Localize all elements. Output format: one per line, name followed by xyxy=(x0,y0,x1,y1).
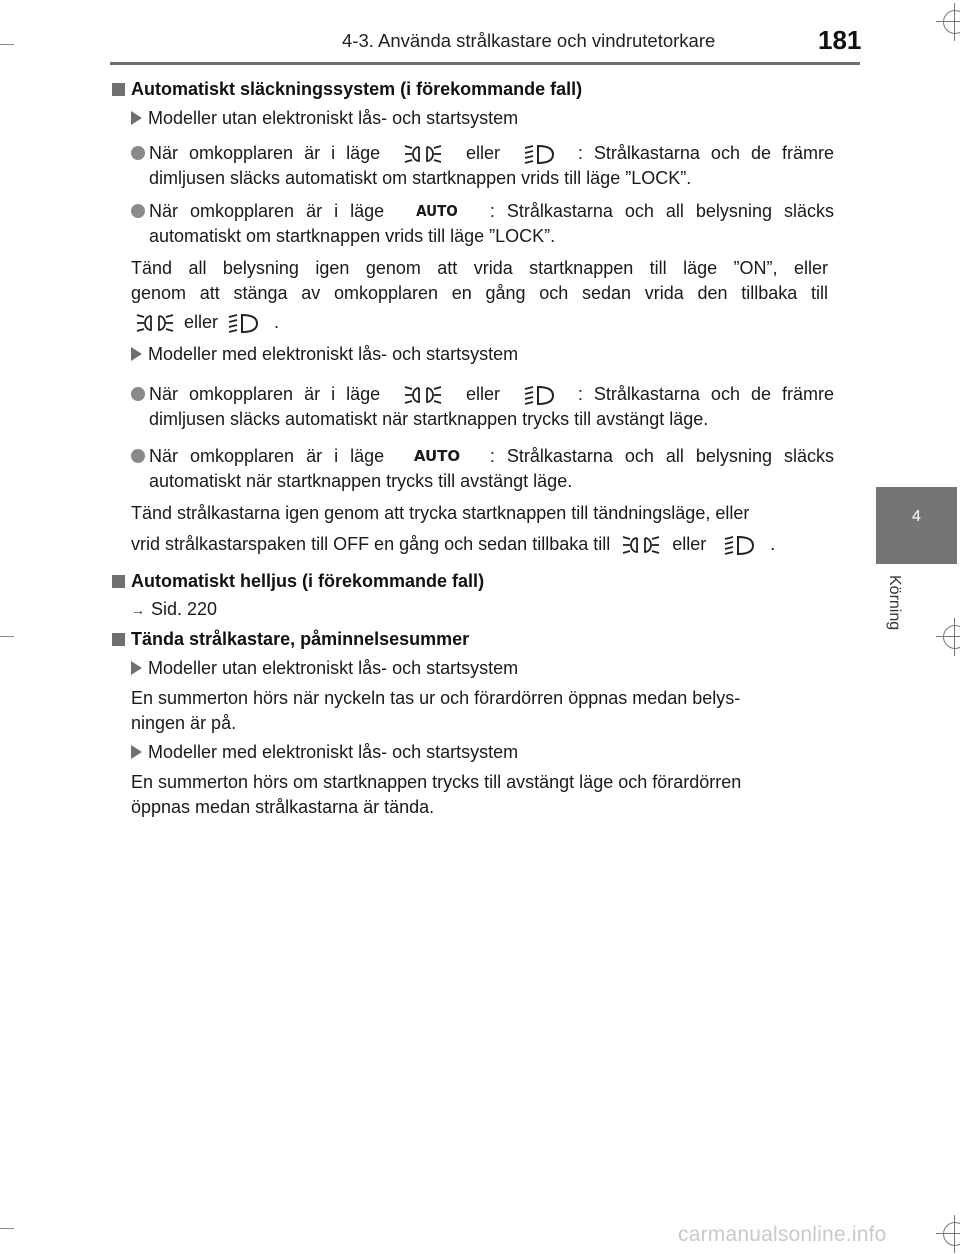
text: En summerton hörs om startknappen trycks till avstängt läge och förardörren xyxy=(131,772,742,792)
text: När omkopplaren är i läge xyxy=(149,446,385,466)
headlight-parking-icon xyxy=(404,384,442,406)
paragraph xyxy=(131,256,828,335)
square-bullet-icon xyxy=(112,575,125,588)
text: eller xyxy=(672,534,707,554)
page-reference xyxy=(131,597,217,623)
subheading xyxy=(131,656,518,681)
text: dimljusen släcks automatiskt när startknappen trycks till avstängt läge. xyxy=(149,409,709,429)
headlight-parking-icon xyxy=(404,143,442,165)
registration-mark xyxy=(943,1222,960,1246)
round-bullet-icon xyxy=(131,146,145,160)
square-bullet-icon xyxy=(112,83,125,96)
text: . xyxy=(770,534,776,554)
section-heading-text: Automatiskt helljus (i förekommande fall) xyxy=(131,571,485,591)
text: eller xyxy=(465,143,500,163)
page-reference-text: Sid. 220 xyxy=(151,599,218,619)
registration-mark xyxy=(943,10,960,34)
text: eller xyxy=(184,312,219,332)
paragraph xyxy=(131,501,836,557)
round-bullet-icon xyxy=(131,387,145,401)
auto-icon: AUTO xyxy=(416,202,458,220)
text: ningen är på. xyxy=(131,713,237,733)
text: eller xyxy=(465,384,500,404)
triangle-bullet-icon xyxy=(131,111,142,125)
section-heading-text: Automatiskt släckningssystem (i förekommande fall) xyxy=(131,79,583,99)
triangle-bullet-icon xyxy=(131,347,142,361)
chapter-label-text: Körning xyxy=(886,575,903,631)
square-bullet-icon xyxy=(112,633,125,646)
text: automatiskt när startknappen trycks till avstängt läge. xyxy=(149,471,573,491)
subheading xyxy=(131,740,518,765)
text: En summerton hörs när nyckeln tas ur och förardörren öppnas medan belys- xyxy=(131,688,741,708)
bullet-item xyxy=(131,141,834,191)
text: Tänd all belysning igen genom att vrida startknappen till läge ”ON”, eller xyxy=(131,258,828,278)
triangle-bullet-icon xyxy=(131,745,142,759)
chapter-label xyxy=(885,575,903,645)
subheading-text: Modeller med elektroniskt lås- och startsystem xyxy=(148,742,519,762)
section-heading xyxy=(112,77,582,102)
headlight-low-beam-icon xyxy=(228,312,258,334)
paragraph xyxy=(131,770,836,820)
header-rule xyxy=(110,62,860,65)
auto-icon: AUTO xyxy=(413,447,461,465)
round-bullet-icon xyxy=(131,449,145,463)
text: När omkopplaren är i läge xyxy=(149,143,381,163)
headlight-parking-icon xyxy=(136,312,174,334)
text: : Strålkastarna och all belysning släcks xyxy=(489,446,834,466)
round-bullet-icon xyxy=(131,204,145,218)
text: Tänd strålkastarna igen genom att trycka startknappen till tändningsläge, eller xyxy=(131,503,750,523)
paragraph xyxy=(131,686,828,736)
headlight-low-beam-icon xyxy=(524,143,554,165)
subheading-text: Modeller utan elektroniskt lås- och startsystem xyxy=(148,658,519,678)
bullet-item xyxy=(131,382,834,432)
headlight-parking-icon xyxy=(622,534,660,556)
text: När omkopplaren är i läge xyxy=(149,384,381,404)
crop-mark xyxy=(0,44,14,45)
text: öppnas medan strålkastarna är tända. xyxy=(131,797,435,817)
headlight-low-beam-icon xyxy=(524,384,554,406)
text: automatiskt om startknappen vrids till läge ”LOCK”. xyxy=(149,226,556,246)
subheading xyxy=(131,342,518,367)
subheading-text: Modeller med elektroniskt lås- och startsystem xyxy=(148,344,519,364)
chapter-number: 4 xyxy=(912,508,921,525)
registration-mark xyxy=(943,625,960,649)
triangle-bullet-icon xyxy=(131,661,142,675)
text: : Strålkastarna och all belysning släcks xyxy=(489,201,834,221)
text: genom att stänga av omkopplaren en gång och sedan vrida den tillbaka till xyxy=(131,283,828,303)
bullet-item xyxy=(131,199,834,249)
page-number: 181 xyxy=(818,25,862,55)
subheading-text: Modeller utan elektroniskt lås- och startsystem xyxy=(148,108,519,128)
section-heading-text: Tända strålkastare, påminnelsesummer xyxy=(131,629,470,649)
running-header-title: 4-3. Använda strålkastare och vindrutetorkare xyxy=(342,30,716,51)
text: När omkopplaren är i läge xyxy=(149,201,385,221)
bullet-item xyxy=(131,444,834,494)
arrow-right-icon: → xyxy=(131,602,145,618)
crop-mark xyxy=(0,636,14,637)
text: : Strålkastarna och de främre xyxy=(577,143,834,163)
crop-mark xyxy=(0,1228,14,1229)
section-heading xyxy=(112,627,469,652)
subheading xyxy=(131,106,518,131)
watermark: carmanualsonline.info xyxy=(678,1223,887,1246)
text: . xyxy=(274,312,280,332)
section-heading xyxy=(112,569,484,594)
text: : Strålkastarna och de främre xyxy=(577,384,834,404)
text: dimljusen släcks automatiskt om startknappen vrids till läge ”LOCK”. xyxy=(149,168,692,188)
headlight-low-beam-icon xyxy=(724,534,754,556)
text: vrid strålkastarspaken till OFF en gång och sedan tillbaka till xyxy=(131,534,611,554)
